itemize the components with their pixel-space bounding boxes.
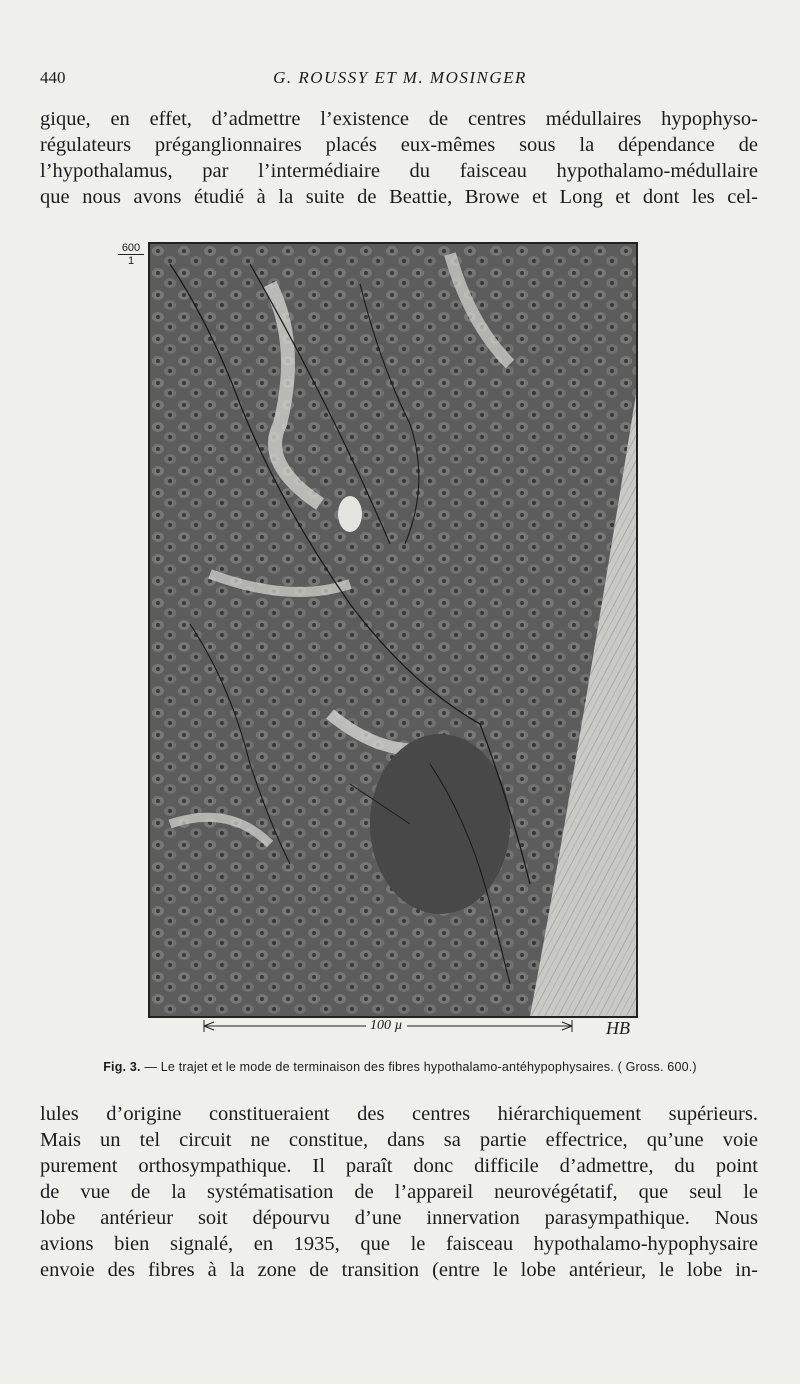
page-header [40, 68, 760, 94]
text-line: Mais un tel circuit ne constitue, dans sa partie effectrice, qu’une voie [40, 1129, 758, 1151]
running-head: G. ROUSSY ET M. MOSINGER [273, 68, 527, 87]
caption-text: — Le trajet et le mode de terminaison des fibres hypothalamo-antéhypophysaires. ( Gross. 600.) [140, 1060, 697, 1074]
paragraph-top [40, 106, 758, 210]
paragraph-bottom [40, 1101, 758, 1283]
artist-monogram: HB [606, 1018, 630, 1038]
micrograph-image [148, 242, 638, 1018]
magnification-denominator: 1 [127, 255, 135, 267]
scale-bar [202, 1018, 574, 1034]
text-line: régulateurs préganglionnaires placés eux-mêmes sous la dépendance de [40, 134, 758, 156]
text-line: que nous avons étudié à la suite de Beattie, Browe et Long et dont les cel- [40, 186, 758, 208]
figure-caption [40, 1060, 760, 1074]
figure-3 [118, 240, 648, 1040]
scale-bar-label: 100 µ [366, 1018, 407, 1034]
text-line: avions bien signalé, en 1935, que le faisceau hypothalamo-hypophysaire [40, 1233, 758, 1255]
text-line: gique, en effet, d’admettre l’existence de centres médullaires hypophyso- [40, 108, 758, 130]
page-number: 440 [40, 68, 66, 87]
text-line: lules d’origine constitueraient des centres hiérarchiquement supérieurs. [40, 1103, 758, 1125]
magnification-label [118, 242, 144, 267]
magnification-number: 600 [118, 242, 144, 255]
text-line: de vue de la systématisation de l’appareil neurovégétatif, que seul le [40, 1181, 758, 1203]
text-line: lobe antérieur soit dépourvu d’une innervation parasympathique. Nous [40, 1207, 758, 1229]
text-line: purement orthosympathique. Il paraît donc difficile d’admettre, du point [40, 1155, 758, 1177]
caption-label: Fig. 3. [103, 1060, 141, 1074]
text-line: envoie des fibres à la zone de transition (entre le lobe antérieur, le lobe in- [40, 1259, 758, 1281]
micrograph-drawing [150, 244, 636, 1016]
text-line: l’hypothalamus, par l’intermédiaire du faisceau hypothalamo-médullaire [40, 160, 758, 182]
